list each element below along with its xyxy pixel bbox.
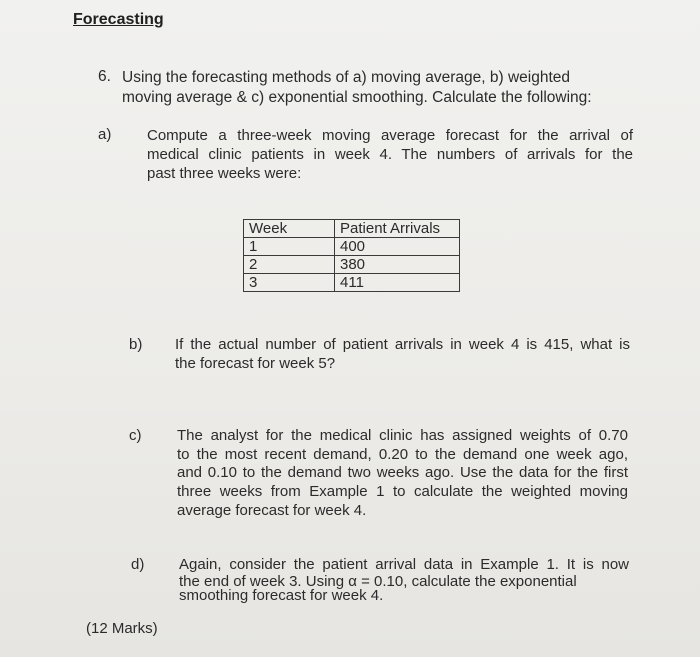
part-c-line: three weeks from Example 1 to calculate the weighted moving xyxy=(177,483,628,501)
patient-arrivals-table xyxy=(243,219,460,292)
question-line-2: moving average & c) exponential smoothing. Calculate the following: xyxy=(122,89,592,106)
part-d-line: smoothing forecast for week 4. xyxy=(179,587,384,604)
part-d-line: the end of week 3. Using α = 0.10, calculate the exponential xyxy=(179,573,577,590)
page-title: Forecasting xyxy=(73,11,164,28)
part-a-line: medical clinic patients in week 4. The numbers of arrivals for the xyxy=(147,146,633,163)
table-header-week: Week xyxy=(244,220,335,238)
part-a-label: a) xyxy=(98,126,112,143)
table-row xyxy=(244,274,460,292)
part-a-line: past three weeks were: xyxy=(147,165,302,182)
table-cell-arrivals: 380 xyxy=(335,256,460,274)
part-b-line: If the actual number of patient arrivals in week 4 is 415, what is xyxy=(175,336,630,353)
part-d-text xyxy=(179,555,629,602)
question-number: 6. xyxy=(98,68,111,85)
table-row xyxy=(244,238,460,256)
part-d-label: d) xyxy=(131,556,145,573)
table-cell-week: 1 xyxy=(244,238,335,256)
part-d-line: Again, consider the patient arrival data in Example 1. It is now xyxy=(179,556,629,573)
question-line-1: Using the forecasting methods of a) moving average, b) weighted xyxy=(122,69,571,86)
part-b-line: the forecast for week 5? xyxy=(175,355,336,372)
part-c-line: and 0.10 to the demand two weeks ago. Use the data for the first xyxy=(177,464,628,482)
part-a-line: Compute a three-week moving average forecast for the arrival of xyxy=(147,127,633,144)
part-c-line: average forecast for week 4. xyxy=(177,501,367,519)
part-c-text xyxy=(177,427,628,521)
table-header-row xyxy=(244,220,460,238)
part-b-label: b) xyxy=(129,336,143,353)
table-row xyxy=(244,256,460,274)
table-cell-week: 2 xyxy=(244,256,335,274)
part-c-label: c) xyxy=(129,427,142,444)
part-c-line: The analyst for the medical clinic has assigned weights of 0.70 xyxy=(177,427,628,444)
table-cell-arrivals: 400 xyxy=(335,238,460,256)
table-cell-week: 3 xyxy=(244,274,335,292)
part-c-line: to the most recent demand, 0.20 to the demand one week ago, xyxy=(177,445,628,463)
table-cell-arrivals: 411 xyxy=(335,274,460,292)
total-marks: (12 Marks) xyxy=(86,620,158,637)
table-header-arrivals: Patient Arrivals xyxy=(335,220,460,238)
part-a-text xyxy=(147,126,633,183)
part-b-text xyxy=(175,335,630,373)
